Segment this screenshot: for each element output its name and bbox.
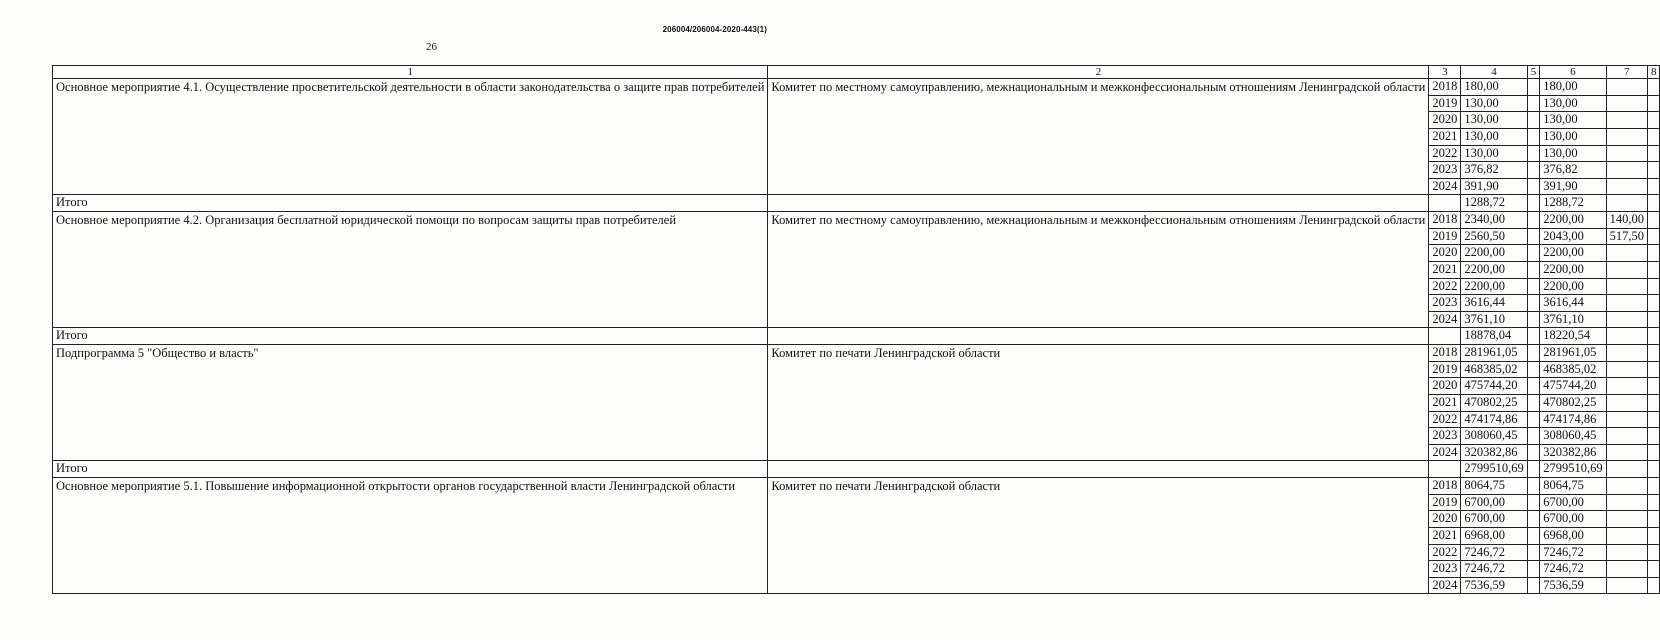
header-cell: 2 [768,66,1429,79]
col8-cell [1647,544,1660,561]
col5-cell [1527,428,1540,445]
table-row [53,212,1660,229]
col6-cell: 391,90 [1540,178,1606,195]
col8-cell [1647,212,1660,229]
col5-cell [1527,394,1540,411]
col5-cell [1527,544,1540,561]
itogo-total: 1288,72 [1461,195,1527,212]
header-cell: 3 [1429,66,1461,79]
col5-cell [1527,444,1540,461]
year-cell: 2020 [1429,112,1461,129]
itogo-col6: 1288,72 [1540,195,1606,212]
col7-cell [1606,394,1647,411]
col8-cell [1647,162,1660,179]
col8-cell [1647,428,1660,445]
total-cell: 6700,00 [1461,511,1527,528]
col7-cell: 517,50 [1606,228,1647,245]
col6-cell: 320382,86 [1540,444,1606,461]
col5-cell [1527,228,1540,245]
total-cell: 376,82 [1461,162,1527,179]
col8-cell [1647,411,1660,428]
col7-cell [1606,444,1647,461]
itogo-col8 [1647,461,1660,478]
col5-cell [1527,128,1540,145]
col6-cell: 2200,00 [1540,245,1606,262]
col8-cell [1647,378,1660,395]
total-cell: 2560,50 [1461,228,1527,245]
col7-cell [1606,494,1647,511]
year-cell: 2021 [1429,261,1461,278]
year-cell: 2024 [1429,577,1461,594]
col6-cell: 130,00 [1540,95,1606,112]
itogo-col7 [1606,195,1647,212]
total-cell: 474174,86 [1461,411,1527,428]
itogo-year-cell [1429,195,1461,212]
year-cell: 2018 [1429,79,1461,96]
total-cell: 2200,00 [1461,278,1527,295]
table-row [53,478,1660,495]
col6-cell: 2200,00 [1540,212,1606,229]
col8-cell [1647,245,1660,262]
total-cell: 3761,10 [1461,311,1527,328]
col5-cell [1527,278,1540,295]
col7-cell [1606,295,1647,312]
total-cell: 8064,75 [1461,478,1527,495]
col7-cell [1606,128,1647,145]
col7-cell [1606,378,1647,395]
total-cell: 130,00 [1461,128,1527,145]
col5-cell [1527,112,1540,129]
table-body [53,66,1660,594]
col8-cell [1647,278,1660,295]
executor-cell: Комитет по печати Ленинградской области [768,478,1429,594]
activity-name-cell: Основное мероприятие 4.1. Осуществление просветительской деятельности в области законодательства о защите прав потребителей [53,79,768,195]
year-cell: 2019 [1429,361,1461,378]
col5-cell [1527,527,1540,544]
header-row [53,66,1660,79]
col6-cell: 180,00 [1540,79,1606,96]
col8-cell [1647,345,1660,362]
executor-cell: Комитет по местному самоуправлению, межнациональным и межконфессиональным отношениям Ленинградской области [768,212,1429,328]
year-cell: 2022 [1429,411,1461,428]
year-cell: 2018 [1429,345,1461,362]
year-cell: 2022 [1429,145,1461,162]
year-cell: 2024 [1429,311,1461,328]
total-cell: 130,00 [1461,112,1527,129]
header-cell: 6 [1540,66,1606,79]
col8-cell [1647,112,1660,129]
total-cell: 468385,02 [1461,361,1527,378]
col6-cell: 468385,02 [1540,361,1606,378]
col8-cell [1647,79,1660,96]
col7-cell [1606,577,1647,594]
col6-cell: 475744,20 [1540,378,1606,395]
col8-cell [1647,261,1660,278]
col7-cell [1606,311,1647,328]
col8-cell [1647,494,1660,511]
year-cell: 2021 [1429,128,1461,145]
col6-cell: 470802,25 [1540,394,1606,411]
col7-cell [1606,478,1647,495]
total-cell: 308060,45 [1461,428,1527,445]
col6-cell: 8064,75 [1540,478,1606,495]
col8-cell [1647,511,1660,528]
col6-cell: 2200,00 [1540,278,1606,295]
col8-cell [1647,128,1660,145]
col6-cell: 6968,00 [1540,527,1606,544]
col7-cell [1606,95,1647,112]
itogo-label: Итого [53,195,768,212]
table-row [53,345,1660,362]
page-number: 26 [426,41,437,53]
col8-cell [1647,228,1660,245]
col6-cell: 281961,05 [1540,345,1606,362]
itogo-col8 [1647,328,1660,345]
year-cell: 2020 [1429,511,1461,528]
year-cell: 2018 [1429,478,1461,495]
itogo-label: Итого [53,328,768,345]
col7-cell [1606,278,1647,295]
col8-cell [1647,178,1660,195]
col7-cell [1606,361,1647,378]
year-cell: 2023 [1429,428,1461,445]
col7-cell [1606,178,1647,195]
itogo-col6: 2799510,69 [1540,461,1606,478]
col8-cell [1647,95,1660,112]
itogo-executor-cell [768,328,1429,345]
itogo-col6: 18220,54 [1540,328,1606,345]
col6-cell: 7536,59 [1540,577,1606,594]
total-cell: 391,90 [1461,178,1527,195]
total-cell: 130,00 [1461,145,1527,162]
col8-cell [1647,145,1660,162]
header-cell: 4 [1461,66,1527,79]
year-cell: 2022 [1429,544,1461,561]
itogo-col5 [1527,461,1540,478]
total-cell: 2200,00 [1461,261,1527,278]
col7-cell [1606,544,1647,561]
itogo-col7 [1606,461,1647,478]
itogo-row [53,195,1660,212]
col5-cell [1527,345,1540,362]
itogo-total: 18878,04 [1461,328,1527,345]
col7-cell [1606,345,1647,362]
col6-cell: 3616,44 [1540,295,1606,312]
col6-cell: 2200,00 [1540,261,1606,278]
col8-cell [1647,478,1660,495]
year-cell: 2022 [1429,278,1461,295]
header-cell: 7 [1606,66,1647,79]
itogo-col8 [1647,195,1660,212]
col8-cell [1647,444,1660,461]
col8-cell [1647,561,1660,578]
col8-cell [1647,527,1660,544]
col6-cell: 6700,00 [1540,494,1606,511]
table-row [53,79,1660,96]
col6-cell: 130,00 [1540,145,1606,162]
col6-cell: 130,00 [1540,128,1606,145]
col5-cell [1527,361,1540,378]
total-cell: 6968,00 [1461,527,1527,544]
col5-cell [1527,311,1540,328]
col5-cell [1527,79,1540,96]
col5-cell [1527,478,1540,495]
col6-cell: 2043,00 [1540,228,1606,245]
col8-cell [1647,311,1660,328]
itogo-year-cell [1429,461,1461,478]
col8-cell [1647,577,1660,594]
total-cell: 7536,59 [1461,577,1527,594]
col5-cell [1527,561,1540,578]
col7-cell [1606,511,1647,528]
col7-cell [1606,145,1647,162]
year-cell: 2018 [1429,212,1461,229]
col5-cell [1527,577,1540,594]
itogo-row [53,328,1660,345]
col6-cell: 7246,72 [1540,544,1606,561]
year-cell: 2019 [1429,494,1461,511]
col5-cell [1527,295,1540,312]
itogo-total: 2799510,69 [1461,461,1527,478]
col7-cell [1606,162,1647,179]
year-cell: 2020 [1429,245,1461,262]
activity-name-cell: Основное мероприятие 5.1. Повышение информационной открытости органов государственной власти Ленинградской области [53,478,768,594]
col5-cell [1527,245,1540,262]
total-cell: 7246,72 [1461,561,1527,578]
col5-cell [1527,378,1540,395]
year-cell: 2021 [1429,394,1461,411]
col8-cell [1647,394,1660,411]
col8-cell [1647,361,1660,378]
header-cell: 8 [1647,66,1660,79]
itogo-executor-cell [768,461,1429,478]
itogo-year-cell [1429,328,1461,345]
year-cell: 2021 [1429,527,1461,544]
itogo-executor-cell [768,195,1429,212]
col7-cell: 140,00 [1606,212,1647,229]
total-cell: 475744,20 [1461,378,1527,395]
col7-cell [1606,112,1647,129]
executor-cell: Комитет по местному самоуправлению, межнациональным и межконфессиональным отношениям Ленинградской области [768,79,1429,195]
col6-cell: 3761,10 [1540,311,1606,328]
year-cell: 2023 [1429,561,1461,578]
total-cell: 2340,00 [1461,212,1527,229]
year-cell: 2023 [1429,162,1461,179]
activity-name-cell: Подпрограмма 5 "Общество и власть" [53,345,768,461]
col7-cell [1606,245,1647,262]
header-cell: 5 [1527,66,1540,79]
itogo-col5 [1527,195,1540,212]
col6-cell: 7246,72 [1540,561,1606,578]
col5-cell [1527,178,1540,195]
itogo-row [53,461,1660,478]
budget-table [52,65,1660,594]
col7-cell [1606,428,1647,445]
col6-cell: 376,82 [1540,162,1606,179]
year-cell: 2024 [1429,178,1461,195]
col5-cell [1527,261,1540,278]
col5-cell [1527,212,1540,229]
total-cell: 470802,25 [1461,394,1527,411]
year-cell: 2023 [1429,295,1461,312]
col7-cell [1606,561,1647,578]
col7-cell [1606,411,1647,428]
executor-cell: Комитет по печати Ленинградской области [768,345,1429,461]
total-cell: 320382,86 [1461,444,1527,461]
itogo-col7 [1606,328,1647,345]
header-cell: 1 [53,66,768,79]
col6-cell: 308060,45 [1540,428,1606,445]
col6-cell: 130,00 [1540,112,1606,129]
total-cell: 130,00 [1461,95,1527,112]
total-cell: 180,00 [1461,79,1527,96]
year-cell: 2019 [1429,95,1461,112]
year-cell: 2020 [1429,378,1461,395]
itogo-col5 [1527,328,1540,345]
total-cell: 281961,05 [1461,345,1527,362]
col5-cell [1527,511,1540,528]
col7-cell [1606,527,1647,544]
col5-cell [1527,494,1540,511]
col5-cell [1527,95,1540,112]
year-cell: 2019 [1429,228,1461,245]
col5-cell [1527,411,1540,428]
col6-cell: 6700,00 [1540,511,1606,528]
total-cell: 2200,00 [1461,245,1527,262]
total-cell: 6700,00 [1461,494,1527,511]
col6-cell: 474174,86 [1540,411,1606,428]
activity-name-cell: Основное мероприятие 4.2. Организация бесплатной юридической помощи по вопросам защиты прав потребителей [53,212,768,328]
document-id: 206004/206004-2020-443(1) [662,25,767,34]
itogo-label: Итого [53,461,768,478]
col7-cell [1606,261,1647,278]
col7-cell [1606,79,1647,96]
year-cell: 2024 [1429,444,1461,461]
col5-cell [1527,145,1540,162]
col8-cell [1647,295,1660,312]
total-cell: 3616,44 [1461,295,1527,312]
col5-cell [1527,162,1540,179]
total-cell: 7246,72 [1461,544,1527,561]
